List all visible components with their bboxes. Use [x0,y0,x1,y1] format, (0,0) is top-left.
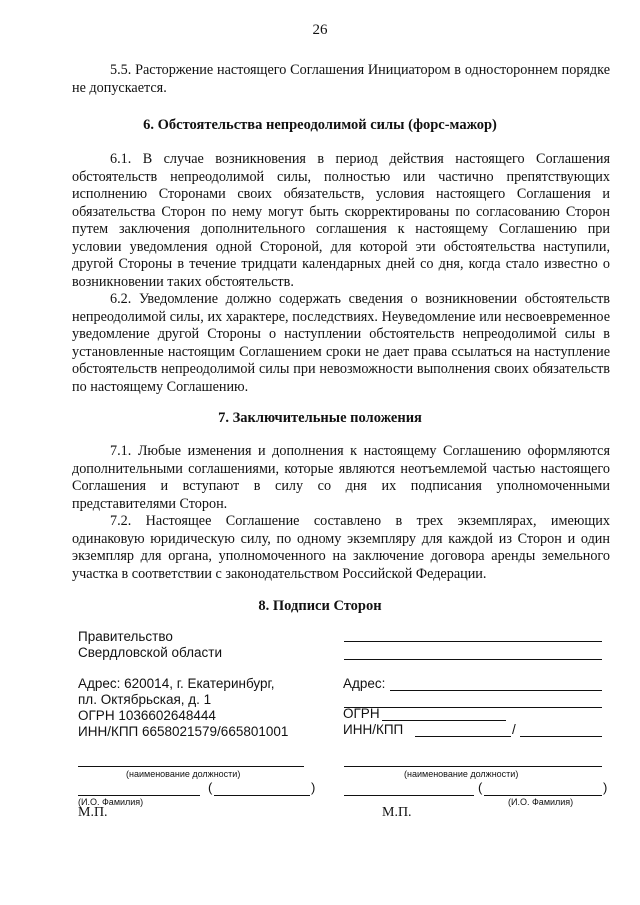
page-number: 26 [312,22,328,38]
left-position-line[interactable] [78,766,304,767]
left-close-paren: ) [311,780,316,795]
right-name-caption: (И.О. Фамилия) [508,797,574,807]
left-stamp-label: М.П. [78,805,108,820]
right-kpp-field[interactable] [520,736,602,737]
right-inn-kpp-label: ИНН/КПП [343,722,404,737]
org-name-line1: Правительство [78,629,173,644]
right-name-line[interactable] [484,795,602,796]
paragraph-5-5: 5.5. Расторжение настоящего Соглашения Инициатором в одностороннем порядке не допускается. [72,62,610,96]
right-address-label: Адрес: [343,676,386,691]
left-ogrn: ОГРН 1036602648444 [78,708,216,723]
paragraph-6-1: 6.1. В случае возникновения в период действия настоящего Соглашения обстоятельств непреодолимой силы, полностью или частично препятствующих исполнению Сторонами своих обязательств, условия настоящего Соглашения и обязательства Сторон по нему могут быть скорректированы по согласованию Сторон путем заключения дополнительного соглашения к настоящему Соглашению при условии уведомления одной Стороной, для которой эти обстоятельства наступили, другой Стороны в течение тридцати календарных дней со дня, когда стало известно о возникновении таких обстоятельств. [72,151,610,290]
section-7-title: 7. Заключительные положения [218,410,422,426]
right-open-paren: ( [478,780,483,795]
left-address-line1: Адрес: 620014, г. Екатеринбург, [78,676,275,691]
left-party-details [78,676,288,740]
right-stamp-label: М.П. [382,805,412,820]
section-8-title: 8. Подписи Сторон [258,598,382,614]
right-inn-kpp-slash: / [512,722,516,737]
left-name-caption: (И.О. Фамилия) [78,797,144,807]
paragraph-6-2: 6.2. Уведомление должно содержать сведения о возникновении обстоятельств непреодолимой силы, их характере, последствиях. Неуведомление или несвоевременное уведомление другой Стороны о наступлении обстоятельств непреодолимой силы в установленные настоящим Соглашением сроки не дает права ссылаться на наступление обстоятельств непреодолимой силы при невозможности выполнения своих обязательств по настоящему Соглашению. [72,291,610,395]
right-org-line-1[interactable] [344,641,602,642]
left-position-caption: (наименование должности) [126,769,241,779]
right-position-caption: (наименование должности) [404,769,519,779]
right-ogrn-field[interactable] [382,720,506,721]
right-inn-field[interactable] [415,736,511,737]
left-signature-line[interactable] [78,795,200,796]
left-open-paren: ( [208,780,213,795]
section-7-body [72,443,610,583]
right-ogrn-label: ОГРН [343,706,380,721]
paragraph-7-2: 7.2. Настоящее Соглашение составлено в трех экземплярах, имеющих одинаковую юридическую силу, по одному экземпляру для каждой из Сторон и один экземпляр для органа, уполномоченного на заключение договора аренды земельного участка в соответствии с законодательством Российской Федерации. [72,513,610,582]
left-inn-kpp: ИНН/КПП 6658021579/665801001 [78,724,289,739]
right-org-line-2[interactable] [344,659,602,660]
right-address-field-2[interactable] [344,707,602,708]
right-position-line[interactable] [344,766,602,767]
left-name-line[interactable] [214,795,310,796]
paragraph-7-1: 7.1. Любые изменения и дополнения к настоящему Соглашению оформляются дополнительными соглашениями, которые являются неотъемлемой частью настоящего Соглашения и вступают в силу со дня их подписания уполномоченными представителями Сторон. [72,443,610,512]
org-name-line2: Свердловской области [78,645,223,660]
right-address-field[interactable] [390,690,602,691]
section-6-title: 6. Обстоятельства непреодолимой силы (форс-мажор) [143,117,497,133]
clause-5-5 [72,62,610,97]
right-close-paren: ) [603,780,608,795]
left-address-line2: пл. Октябрьская, д. 1 [78,692,212,707]
left-party-org [78,629,222,661]
section-6-body [72,151,610,396]
right-signature-line[interactable] [344,795,474,796]
